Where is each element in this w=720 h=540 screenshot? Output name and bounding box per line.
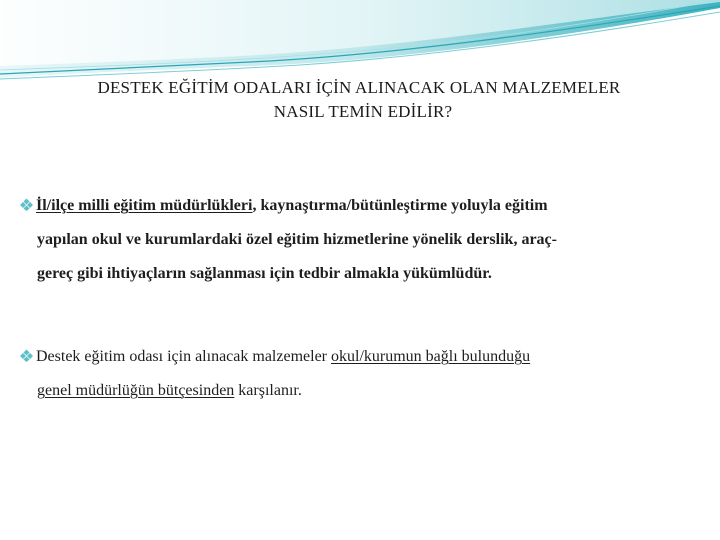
underlined-text: genel müdürlüğün bütçesinden xyxy=(37,382,235,399)
diamond-bullet-icon xyxy=(20,198,33,211)
underlined-text: İl/ilçe milli eğitim müdürlükleri xyxy=(36,197,253,214)
bullet-item xyxy=(20,189,696,291)
slide-title xyxy=(0,76,720,124)
bullet-text: gereç gibi ihtiyaçların sağlanması için tedbir almakla yükümlüdür. xyxy=(37,265,492,282)
bullet-text: yapılan okul ve kurumlardaki özel eğitim hizmetlerine yönelik derslik, araç- xyxy=(37,231,557,248)
title-line-1: DESTEK EĞİTİM ODALARI İÇİN ALINACAK OLAN MALZEMELER xyxy=(97,78,621,97)
bullet-text: Destek eğitim odası için alınacak malzemeler xyxy=(36,348,331,365)
underlined-text: okul/kurumun bağlı bulunduğu xyxy=(331,348,531,365)
bullet-line xyxy=(20,374,696,408)
bullet-line xyxy=(20,340,696,374)
bullet-line xyxy=(20,257,696,291)
bullet-line xyxy=(20,223,696,257)
title-line-2: NASIL TEMİN EDİLİR? xyxy=(273,102,453,121)
bullet-text: , kaynaştırma/bütünleştirme yoluyla eğitim xyxy=(252,197,548,214)
bullet-item xyxy=(20,340,696,408)
bullet-line xyxy=(20,189,696,223)
diamond-bullet-icon xyxy=(20,349,33,362)
bullet-text: karşılanır. xyxy=(234,382,302,399)
